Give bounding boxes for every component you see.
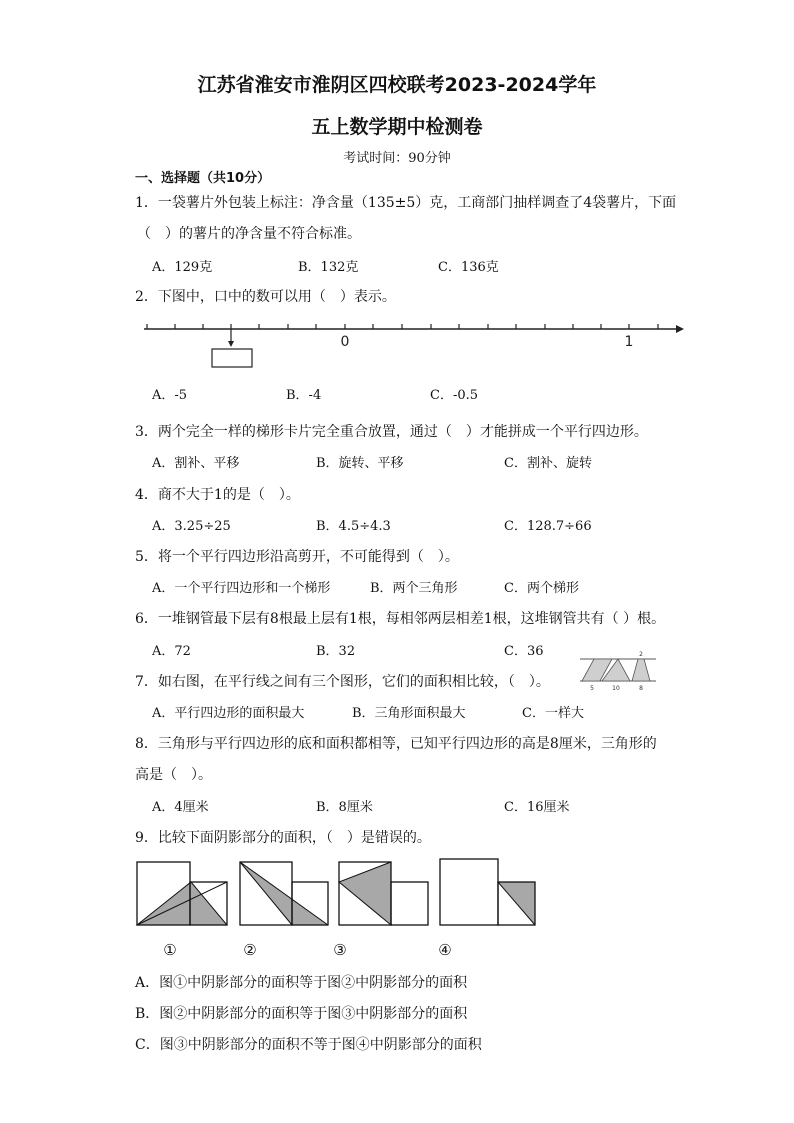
question-5-text: 5．将一个平行四边形沿高剪开，不可能得到（ ）。 (135, 549, 459, 565)
page-title-line1: 江苏省淮安市淮阴区四校联考2023-2024学年 (197, 74, 597, 96)
question-4-option-b[interactable]: B．4.5÷4.3 (316, 519, 391, 534)
question-6-option-c[interactable]: C．36 (504, 644, 544, 659)
figure-2 (240, 862, 328, 925)
question-8-option-a[interactable]: A．4厘米 (152, 800, 209, 815)
question-5-option-c[interactable]: C．两个梯形 (504, 581, 579, 596)
question-1-option-b[interactable]: B．132克 (298, 260, 359, 275)
question-8-text: 8．三角形与平行四边形的底和面积都相等，已知平行四边形的高是8厘米，三角形的 (135, 736, 657, 752)
question-8-option-b[interactable]: B．8厘米 (316, 800, 373, 815)
exam-time: 考试时间：90分钟 (343, 151, 451, 166)
question-7-option-c[interactable]: C．一样大 (522, 706, 584, 721)
question-9-option-a[interactable]: A．图①中阴影部分的面积等于图②中阴影部分的面积 (135, 975, 468, 991)
question-7-option-b[interactable]: B．三角形面积最大 (352, 706, 466, 721)
question-2-option-a[interactable]: A．-5 (152, 388, 188, 403)
page-title-line2: 五上数学期中检测卷 (311, 116, 483, 138)
section-heading: 一、选择题（共10分） (135, 171, 271, 186)
question-4-option-a[interactable]: A．3.25÷25 (152, 519, 231, 534)
question-4-text: 4．商不大于1的是（ ）。 (135, 487, 300, 503)
question-6-option-b[interactable]: B．32 (316, 644, 356, 659)
shaded-area-figures (132, 855, 544, 965)
question-2-option-b[interactable]: B．-4 (286, 388, 322, 403)
figure-3 (339, 862, 428, 925)
question-8-text-cont: 高是（ ）。 (135, 767, 212, 783)
question-6-text: 6．一堆钢管最下层有8根最上层有1根，每相邻两层相差1根，这堆钢管共有（ ）根。 (135, 611, 666, 627)
question-9-option-b[interactable]: B．图②中阴影部分的面积等于图③中阴影部分的面积 (135, 1006, 468, 1022)
number-line-label-0: 0 (340, 334, 350, 350)
parallel-shapes-figure (578, 648, 658, 694)
question-1-option-c[interactable]: C．136克 (438, 260, 499, 275)
trapezoid-shape (632, 659, 650, 681)
question-1-text: 1．一袋薯片外包装上标注：净含量（135±5）克，工商部门抽样调查了4袋薯片，下面 (135, 195, 677, 211)
question-3-option-c[interactable]: C．割补、旋转 (504, 456, 592, 471)
number-line-figure (140, 315, 685, 373)
question-3-option-a[interactable]: A．割补、平移 (152, 456, 240, 471)
question-2-text: 2．下图中，口中的数可以用（ ）表示。 (135, 289, 396, 305)
answer-box (212, 349, 252, 367)
number-line-arrowhead (676, 325, 684, 333)
question-7-option-a[interactable]: A．平行四边形的面积最大 (152, 706, 305, 721)
question-3-text: 3．两个完全一样的梯形卡片完全重合放置，通过（ ）才能拼成一个平行四边形。 (135, 424, 648, 440)
figure-label-2: ② (243, 941, 257, 959)
question-8-option-c[interactable]: C．16厘米 (504, 800, 570, 815)
question-6-option-a[interactable]: A．72 (152, 644, 191, 659)
figure-label-1: ① (163, 941, 177, 959)
question-1-text-cont: （ ）的薯片的净含量不符合标准。 (137, 226, 361, 242)
svg-text:2: 2 (639, 651, 643, 658)
figure-label-3: ③ (333, 941, 347, 959)
question-5-option-b[interactable]: B．两个三角形 (370, 581, 458, 596)
figure-1 (137, 862, 227, 925)
svg-text:5: 5 (590, 685, 594, 692)
question-5-option-a[interactable]: A．一个平行四边形和一个梯形 (152, 581, 331, 596)
svg-text:10: 10 (612, 685, 620, 692)
question-9-option-c[interactable]: C．图③中阴影部分的面积不等于图④中阴影部分的面积 (135, 1037, 482, 1053)
figure-label-4: ④ (438, 941, 452, 959)
number-line-label-1: 1 (624, 334, 634, 350)
question-2-option-c[interactable]: C．-0.5 (430, 388, 479, 403)
question-1-option-a[interactable]: A．129克 (152, 260, 213, 275)
figure-4 (440, 859, 535, 925)
question-3-option-b[interactable]: B．旋转、平移 (316, 456, 404, 471)
question-4-option-c[interactable]: C．128.7÷66 (504, 519, 592, 534)
question-9-text: 9．比较下面阴影部分的面积，（ ）是错误的。 (135, 830, 431, 846)
svg-text:8: 8 (639, 685, 643, 692)
question-7-text: 7．如右图，在平行线之间有三个图形，它们的面积相比较，（ ）。 (135, 674, 550, 690)
